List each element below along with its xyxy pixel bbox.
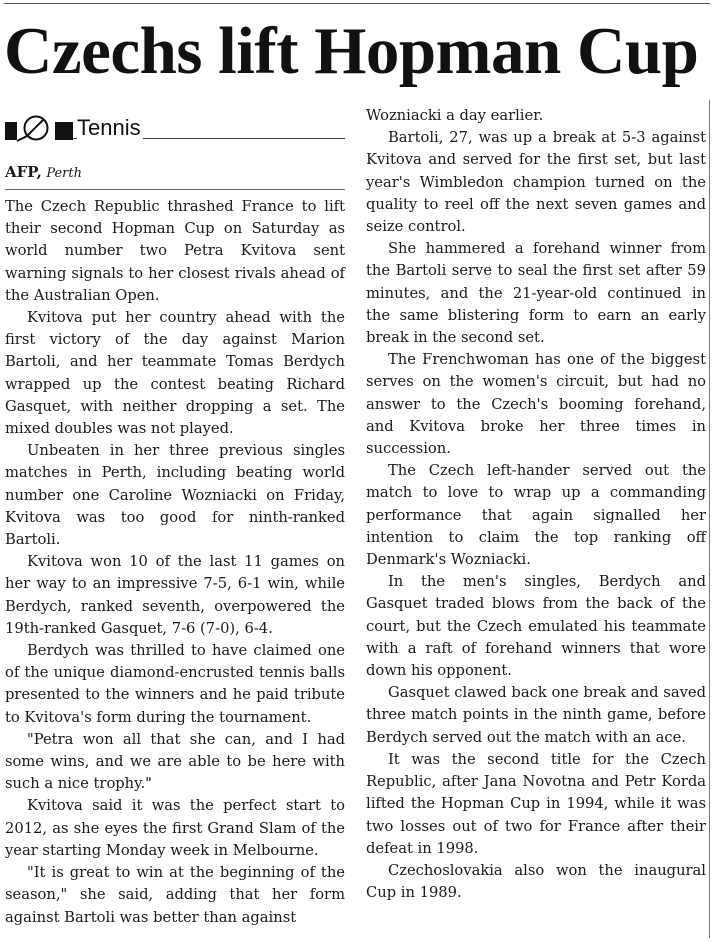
byline-place: Perth xyxy=(46,166,82,181)
article-paragraph: Wozniacki a day earlier. xyxy=(366,107,544,124)
article-paragraph: Czechoslovakia also won the inaugural Cup in 1989. xyxy=(366,861,706,902)
section-tag xyxy=(5,113,345,143)
article-paragraph: Bartoli, 27, was up a break at 5-3 against Kvitova and served for the first set, but last year's Wimbledon champion turned on the quality to reel off the next seven games and seize control. xyxy=(366,129,706,236)
tennis-racket-icon xyxy=(5,114,73,142)
byline-rule xyxy=(5,189,345,190)
byline-agency: AFP, xyxy=(5,163,42,181)
top-rule xyxy=(4,3,710,4)
article-paragraph: Berdych was thrilled to have claimed one of the unique diamond-encrusted tennis balls presented to the winners and he paid tribute to Kvitova's form during the tournament. xyxy=(5,642,345,726)
left-column-text xyxy=(5,196,345,929)
right-column-text xyxy=(366,105,706,904)
article-paragraph: The Czech Republic thrashed France to lift their second Hopman Cup on Saturday as world number two Petra Kvitova sent warning signals to her closest rivals ahead of the Australian Open. xyxy=(5,198,345,304)
article-paragraph: It was the second title for the Czech Republic, after Jana Novotna and Petr Korda lifted the Hopman Cup in 1994, while it was two losses out of two for France after their defeat in 1998. xyxy=(366,750,706,857)
article-paragraph: "Petra won all that she can, and I had some wins, and we are able to be here with such a nice trophy." xyxy=(5,730,345,793)
article-paragraph: Kvitova said it was the perfect start to 2012, as she eyes the first Grand Slam of the year starting Monday week in Melbourne. xyxy=(5,797,345,859)
article-paragraph: Kvitova won 10 of the last 11 games on her way to an impressive 7-5, 6-1 win, while Berdych, ranked seventh, overpowered the 19th-ranked Gasquet, 7-6 (7-0), 6-4. xyxy=(5,553,345,637)
article-paragraph: "It is great to win at the beginning of the season," she said, adding that her form against Bartoli was better than against xyxy=(5,864,345,926)
article-paragraph: In the men's singles, Berdych and Gasquet traded blows from the back of the court, but the Czech emulated his teammate with a raft of forehand winners that wore down his opponent. xyxy=(366,573,706,680)
article-paragraph: Kvitova put her country ahead with the first victory of the day against Marion Bartoli, and her teammate Tomas Berdych wrapped up the contest beating Richard Gasquet, with neither dropping a set. The mixed doubles was not played. xyxy=(5,309,345,438)
right-border-rule xyxy=(709,100,710,938)
section-label: Tennis xyxy=(77,115,141,140)
article-paragraph: She hammered a forehand winner from the Bartoli serve to seal the first set after 59 minutes, and the 21-year-old continued in the same blistering form to earn an early break in the second set. xyxy=(366,240,706,347)
headline: Czechs lift Hopman Cup xyxy=(4,14,699,88)
article-paragraph: Gasquet clawed back one break and saved three match points in the ninth game, before Berdych served out the match with an ace. xyxy=(366,684,706,746)
right-column xyxy=(366,105,706,904)
article-paragraph: Unbeaten in her three previous singles matches in Perth, including beating world number one Caroline Wozniacki on Friday, Kvitova was too good for ninth-ranked Bartoli. xyxy=(5,442,345,549)
article-paragraph: The Frenchwoman has one of the biggest serves on the women's circuit, but had no answer to the Czech's booming forehand, and Kvitova broke her three times in succession. xyxy=(366,351,706,458)
article-paragraph: The Czech left-hander served out the match to love to wrap up a commanding performance that again signalled her intention to claim the top ranking off Denmark's Wozniacki. xyxy=(366,462,706,569)
byline xyxy=(5,163,345,183)
left-column xyxy=(5,113,345,929)
